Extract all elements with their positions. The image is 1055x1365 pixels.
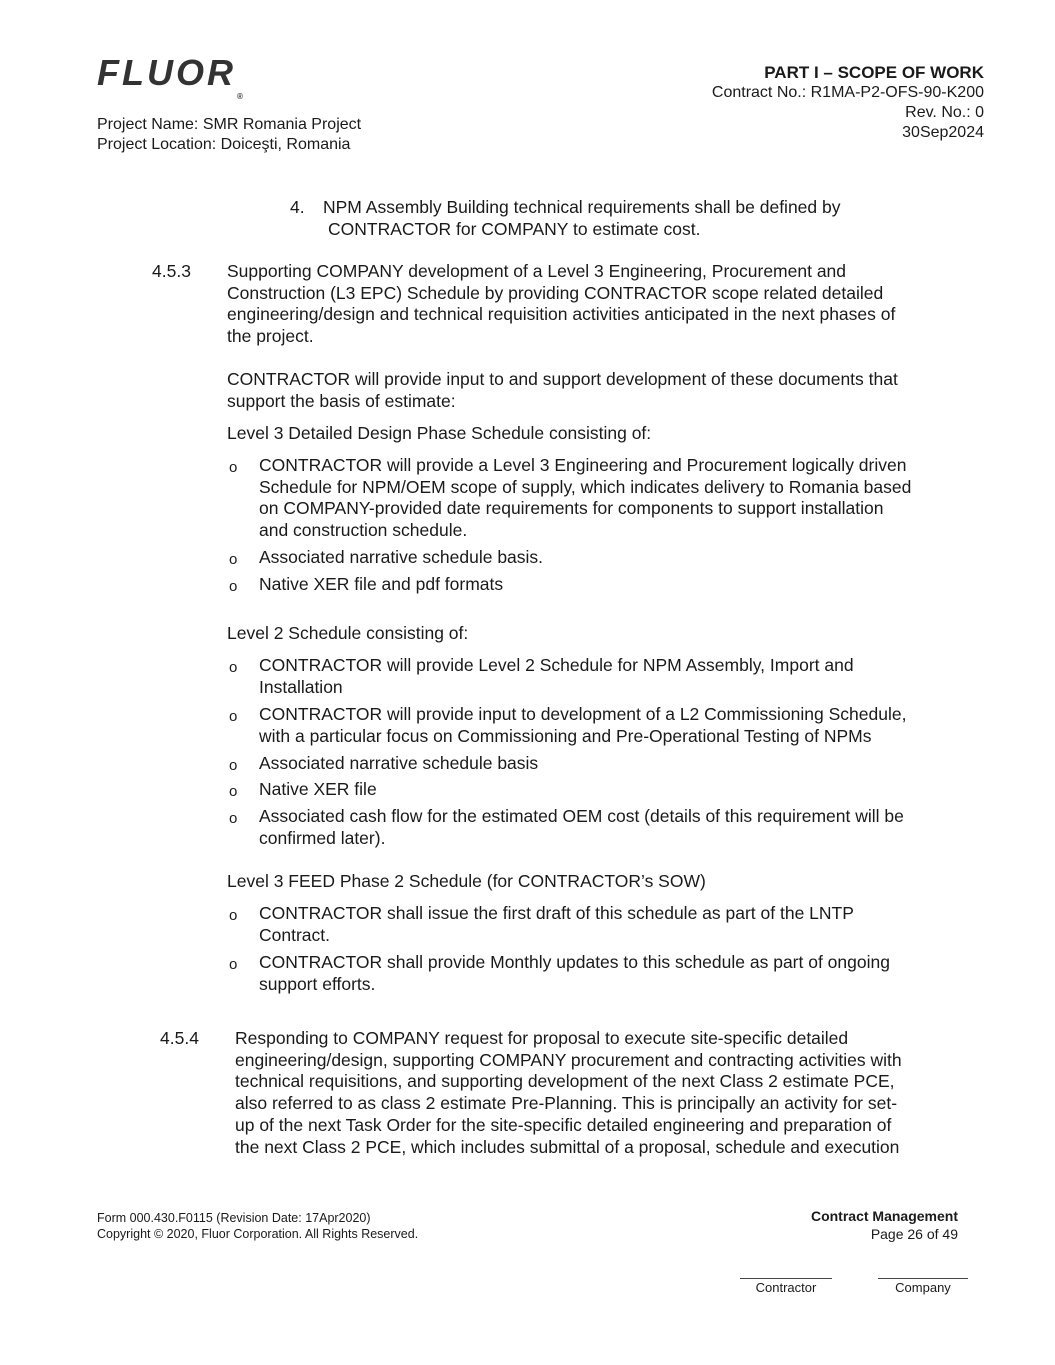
bullet-marker: o bbox=[229, 708, 238, 725]
input-paragraph bbox=[227, 369, 987, 412]
bullet-marker: o bbox=[229, 956, 238, 973]
section-4-5-3-number: 4.5.3 bbox=[152, 261, 191, 281]
level-2-heading: Level 2 Schedule consisting of: bbox=[227, 623, 469, 643]
bullet-line: with a particular focus on Commissioning and Pre-Operational Testing of NPMs bbox=[259, 725, 872, 746]
bullet-line: Contract. bbox=[259, 924, 330, 945]
document-title: PART I – SCOPE OF WORK bbox=[764, 63, 984, 82]
project-info bbox=[97, 115, 361, 155]
section-4-5-4-number: 4.5.4 bbox=[160, 1028, 199, 1048]
paragraph-line: support the basis of estimate: bbox=[227, 390, 456, 411]
item-4-number: 4. bbox=[290, 197, 305, 217]
paragraph-line: also referred to as class 2 estimate Pre-Planning. This is principally an activity for set- bbox=[235, 1093, 898, 1114]
bullet-line: Installation bbox=[259, 676, 343, 697]
form-number: Form 000.430.F0115 (Revision Date: 17Apr2020) bbox=[97, 1211, 371, 1225]
revision-number: Rev. No.: 0 bbox=[905, 104, 984, 121]
bullet-marker: o bbox=[229, 810, 238, 827]
paragraph-line: Supporting COMPANY development of a Level 3 Engineering, Procurement and bbox=[227, 261, 847, 281]
bullet-marker: o bbox=[229, 459, 238, 476]
bullet-line: CONTRACTOR shall provide Monthly updates to this schedule as part of ongoing bbox=[259, 952, 890, 972]
bullet-line: CONTRACTOR will provide a Level 3 Engineering and Procurement logically driven bbox=[259, 455, 907, 475]
bullet-marker: o bbox=[229, 783, 238, 800]
feed-bullet-2 bbox=[259, 952, 979, 995]
paragraph-line: the next Class 2 PCE, which includes submittal of a proposal, schedule and execution bbox=[235, 1136, 900, 1157]
bullet-line: support efforts. bbox=[259, 973, 376, 994]
l2-bullet-1 bbox=[259, 655, 979, 698]
document-date: 30Sep2024 bbox=[902, 124, 984, 141]
bullet-marker: o bbox=[229, 659, 238, 676]
item-4-line-1: NPM Assembly Building technical requirements shall be defined by bbox=[323, 197, 841, 217]
contract-management-label: Contract Management bbox=[810, 1208, 958, 1224]
bullet-line: CONTRACTOR shall issue the first draft of this schedule as part of the LNTP bbox=[259, 903, 854, 923]
l2-bullet-4: Native XER file bbox=[259, 779, 377, 799]
level-3-design-heading: Level 3 Detailed Design Phase Schedule consisting of: bbox=[227, 423, 652, 443]
bullet-marker: o bbox=[229, 578, 238, 595]
paragraph-line: engineering/design, supporting COMPANY procurement and contracting activities with bbox=[235, 1049, 902, 1070]
bullet-line: on COMPANY-provided date requirements for components to support installation bbox=[259, 498, 884, 519]
bullet-line: CONTRACTOR will provide input to development of a L2 Commissioning Schedule, bbox=[259, 704, 907, 724]
contractor-signature-line: Contractor bbox=[740, 1278, 832, 1295]
copyright: Copyright © 2020, Fluor Corporation. All Rights Reserved. bbox=[97, 1227, 419, 1241]
project-name: Project Name: SMR Romania Project bbox=[97, 116, 362, 133]
bullet-marker: o bbox=[229, 551, 238, 568]
l3-bullet-3: Native XER file and pdf formats bbox=[259, 574, 504, 594]
bullet-line: CONTRACTOR will provide Level 2 Schedule for NPM Assembly, Import and bbox=[259, 655, 854, 675]
bullet-marker: o bbox=[229, 757, 238, 774]
l2-bullet-5 bbox=[259, 806, 979, 849]
paragraph-line: CONTRACTOR will provide input to and support development of these documents that bbox=[227, 369, 898, 389]
section-4-5-4-paragraph bbox=[235, 1028, 995, 1158]
fluor-logo: $FLUOR_®$ bbox=[97, 52, 243, 101]
feed-bullet-1 bbox=[259, 903, 979, 946]
paragraph-line: Construction (L3 EPC) Schedule by providing CONTRACTOR scope related detailed bbox=[227, 282, 884, 303]
l2-bullet-3: Associated narrative schedule basis bbox=[259, 753, 539, 773]
page-number: Page 26 of 49 bbox=[870, 1226, 958, 1242]
document-header bbox=[712, 63, 984, 143]
bullet-line: confirmed later). bbox=[259, 827, 386, 848]
bullet-line: Associated cash flow for the estimated OEM cost (details of this requirement will be bbox=[259, 806, 904, 826]
section-4-5-3-paragraph bbox=[227, 261, 987, 348]
l3-bullet-2: Associated narrative schedule basis. bbox=[259, 547, 544, 567]
l2-bullet-2 bbox=[259, 704, 979, 747]
bullet-line: Schedule for NPM/OEM scope of supply, which indicates delivery to Romania based bbox=[259, 476, 912, 497]
paragraph-line: technical requisitions, and supporting development of the next Class 2 estimate PCE, bbox=[235, 1071, 895, 1092]
footer-page-info bbox=[811, 1207, 958, 1243]
paragraph-line: the project. bbox=[227, 326, 314, 347]
paragraph-line: up of the next Task Order for the site-specific detailed engineering and preparation of bbox=[235, 1114, 892, 1135]
contract-number: Contract No.: R1MA-P2-OFS-90-K200 bbox=[711, 84, 984, 101]
project-location: Project Location: Doiceşti, Romania bbox=[97, 136, 351, 153]
paragraph-line: Responding to COMPANY request for proposal to execute site-specific detailed bbox=[235, 1028, 849, 1048]
level-3-feed-heading: Level 3 FEED Phase 2 Schedule (for CONTRACTOR’s SOW) bbox=[227, 871, 706, 891]
paragraph-line: engineering/design and technical requisition activities anticipated in the next phases of bbox=[227, 304, 896, 325]
registered-mark: ® bbox=[236, 92, 243, 101]
bullet-marker: o bbox=[229, 907, 238, 924]
l3-bullet-1 bbox=[259, 455, 979, 542]
company-signature-line: Company bbox=[878, 1278, 968, 1295]
bullet-line: and construction schedule. bbox=[259, 520, 468, 541]
item-4-line-2: CONTRACTOR for COMPANY to estimate cost. bbox=[328, 219, 701, 239]
footer-form-info bbox=[97, 1210, 418, 1242]
